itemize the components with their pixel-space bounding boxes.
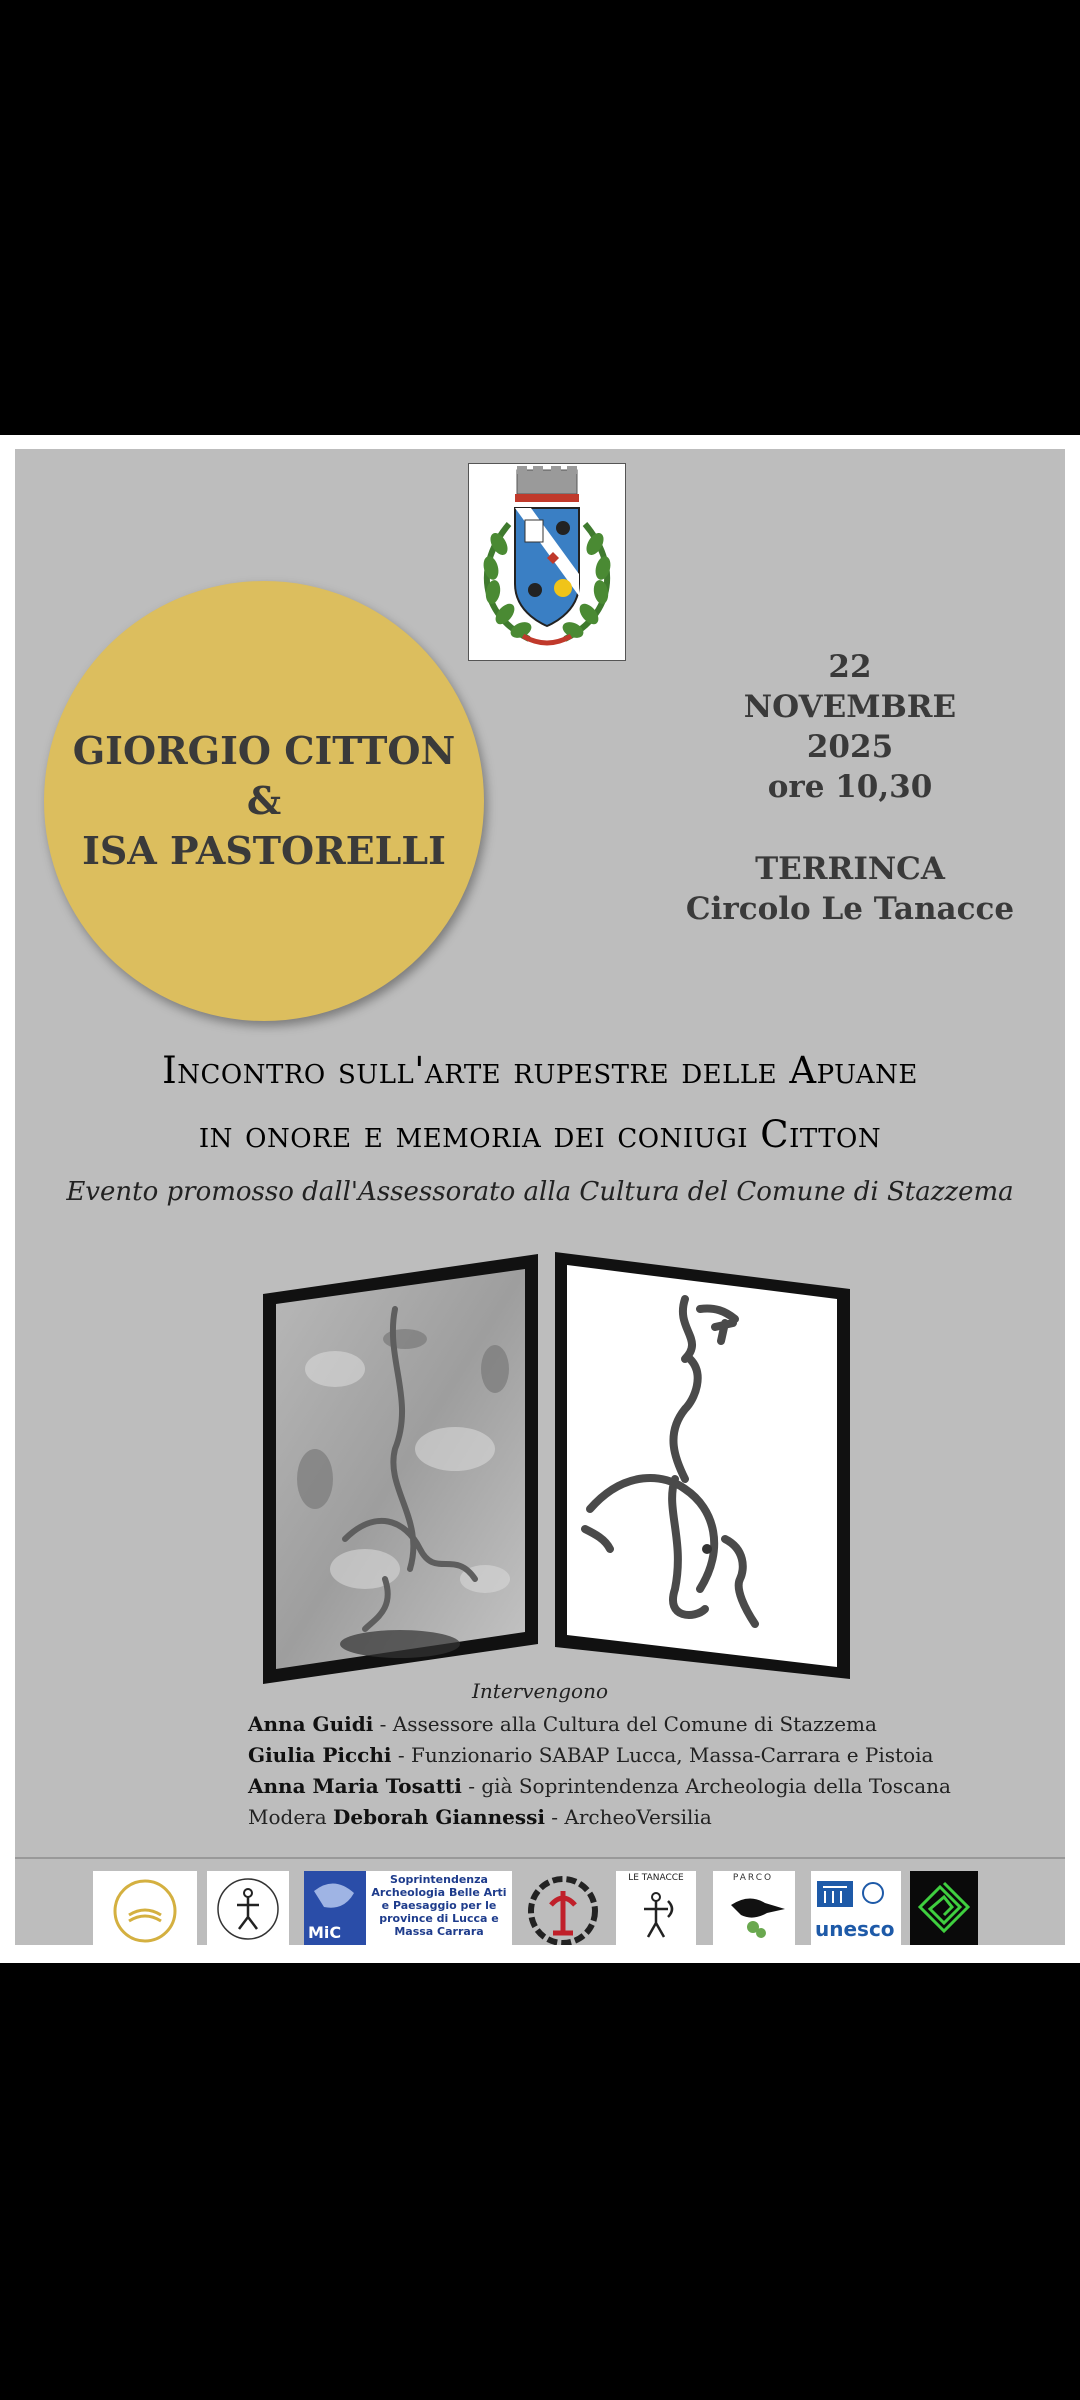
event-location bbox=[655, 849, 1045, 929]
headline-line-1: Incontro sull'arte rupestre delle Apuane bbox=[162, 1049, 918, 1092]
geopark-logo bbox=[910, 1871, 978, 1945]
location-venue: Circolo Le Tanacce bbox=[685, 891, 1015, 927]
date-day: 22 bbox=[828, 649, 872, 685]
location-town: TERRINCA bbox=[755, 851, 945, 887]
logos-divider bbox=[15, 1857, 1065, 1859]
stick-figure-icon bbox=[207, 1871, 289, 1945]
promoted-by: Evento promosso dall'Assessorato alla Cultura del Comune di Stazzema bbox=[66, 1177, 1014, 1207]
event-date bbox=[655, 647, 1045, 807]
tanacce-logo bbox=[616, 1871, 696, 1945]
green-spiral-icon bbox=[910, 1871, 978, 1945]
archeoversilia-icon bbox=[523, 1871, 603, 1945]
headline-line-2: in onore e memoria dei coniugi Citton bbox=[198, 1113, 882, 1156]
crest-icon bbox=[469, 464, 625, 660]
speakers-list bbox=[248, 1709, 1048, 1833]
sponsor-logos bbox=[15, 1871, 1065, 1945]
speaker-row: Anna Guidi - Assessore alla Cultura del Comune di Stazzema bbox=[248, 1712, 877, 1736]
parco-logo bbox=[713, 1871, 795, 1945]
unesco-label: unesco bbox=[815, 1917, 895, 1941]
moderator-row: Modera Deborah Giannessi - ArcheoVersilia bbox=[248, 1805, 712, 1829]
unesco-logo bbox=[811, 1871, 901, 1945]
drawing-photo bbox=[555, 1252, 850, 1679]
date-year: 2025 bbox=[806, 729, 894, 765]
speaker-row: Giulia Picchi - Funzionario SABAP Lucca, Massa-Carrara e Pistoia bbox=[248, 1743, 934, 1767]
parco-label: PARCO bbox=[732, 1873, 774, 1883]
municipal-crest bbox=[468, 463, 626, 661]
names-circle bbox=[44, 581, 484, 1021]
library-icon bbox=[93, 1871, 197, 1945]
name-giorgio: GIORGIO CITTON bbox=[72, 728, 456, 773]
event-poster bbox=[15, 449, 1065, 1945]
archeoversilia-logo bbox=[523, 1871, 603, 1945]
speaker-row: Anna Maria Tosatti - già Soprintendenza Archeologia della Toscana bbox=[248, 1774, 951, 1798]
event-headline bbox=[15, 1039, 1065, 1167]
sabap-label: Soprintendenza Archeologia Belle Arti e Paesaggio per le province di Lucca e Massa Carrara bbox=[371, 1873, 507, 1938]
unesco-temple-icon bbox=[811, 1871, 901, 1915]
event-time: ore 10,30 bbox=[767, 769, 933, 805]
associazione-logo bbox=[207, 1871, 289, 1945]
rock-art-photos bbox=[245, 1249, 865, 1699]
name-isa: ISA PASTORELLI bbox=[82, 828, 446, 873]
bird-icon bbox=[713, 1871, 795, 1945]
speakers-title: Intervengono bbox=[472, 1679, 608, 1703]
poster-frame bbox=[0, 435, 1080, 1963]
tanacce-label: LE TANACCE bbox=[628, 1873, 684, 1883]
date-month: NOVEMBRE bbox=[743, 689, 957, 725]
mic-label: MiC bbox=[308, 1923, 342, 1942]
rock-photo bbox=[263, 1254, 538, 1684]
sabap-logo bbox=[304, 1871, 512, 1945]
ampersand: & bbox=[246, 778, 282, 823]
biblioteca-logo bbox=[93, 1871, 197, 1945]
archer-figure-icon bbox=[616, 1871, 696, 1945]
